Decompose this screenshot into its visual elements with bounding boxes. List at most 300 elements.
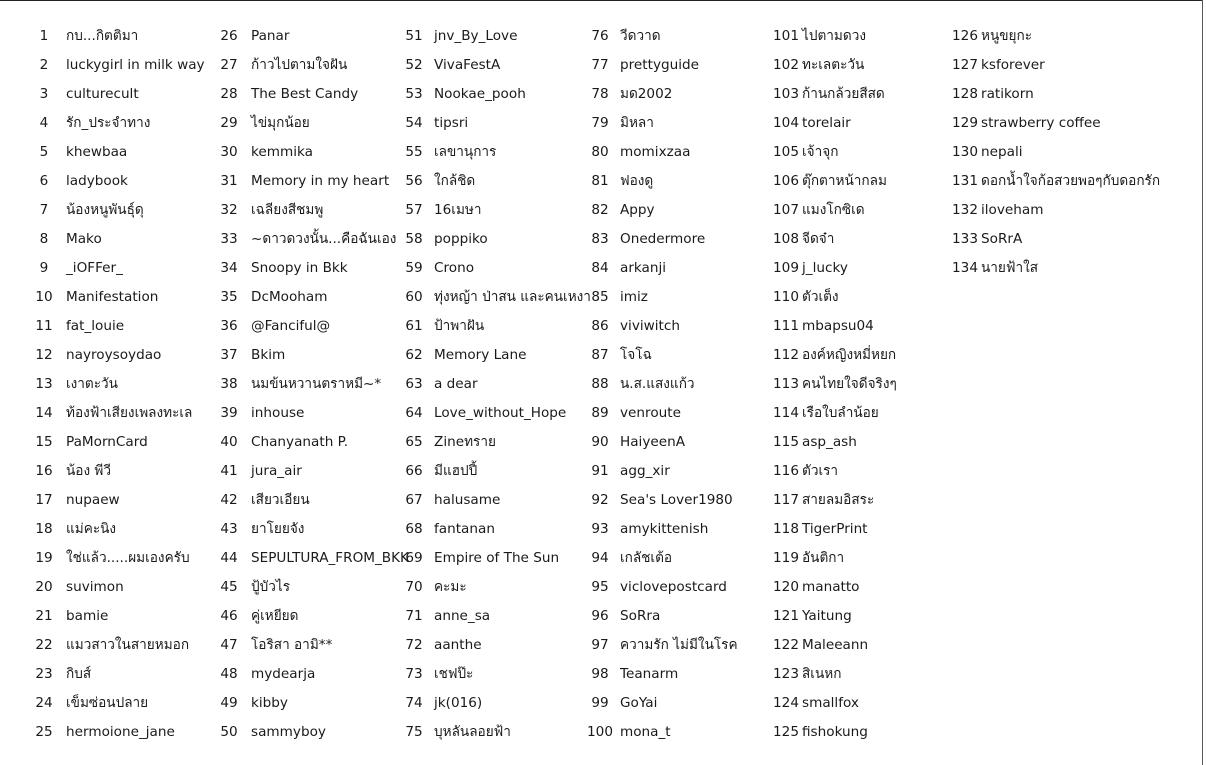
item-name: luckygirl in milk way: [66, 57, 205, 73]
item-number: 97: [591, 637, 609, 653]
item-name: อันติกา: [802, 550, 845, 566]
list-item: [402, 486, 586, 515]
item-name: เกลัชเต้อ: [620, 550, 673, 566]
item-name: TigerPrint: [802, 521, 868, 537]
item-name: เฉลียงสีชมพู: [251, 202, 324, 218]
item-number: 133: [952, 231, 978, 247]
item-number: 55: [405, 144, 423, 160]
item-number: 66: [405, 463, 423, 479]
item-number: 1: [39, 28, 49, 44]
item-name: เลขานุการ: [434, 144, 497, 160]
item-number: 8: [39, 231, 49, 247]
item-number: 123: [773, 666, 799, 682]
item-name: ตัวเต็ง: [802, 289, 839, 305]
item-number: 67: [405, 492, 423, 508]
list-item: [770, 254, 949, 283]
list-item: [949, 51, 1199, 80]
list-item: [586, 341, 770, 370]
item-number: 125: [773, 724, 799, 740]
list-item: [402, 341, 586, 370]
item-name: Crono: [434, 260, 475, 276]
item-number: 5: [39, 144, 49, 160]
list-item: [770, 399, 949, 428]
list-item: [770, 660, 949, 689]
item-name: บุหลันลอยฟ้า: [434, 724, 511, 740]
item-name: ฟองดู: [620, 173, 654, 189]
list-item: [217, 718, 402, 747]
item-number: 96: [591, 608, 609, 624]
item-name: ใช่แล้ว.....ผมเองครับ: [66, 550, 190, 566]
list-item: [217, 428, 402, 457]
list-item: [770, 428, 949, 457]
list-item: [402, 138, 586, 167]
item-name: เงาตะวัน: [66, 376, 118, 392]
item-name: fat_louie: [66, 318, 125, 334]
item-name: วีดวาด: [620, 28, 661, 44]
item-name: หนูขยุกะ: [981, 28, 1033, 44]
list-item: [32, 138, 217, 167]
item-name: ป้าพาฝัน: [434, 318, 485, 334]
item-name: กิบส์: [66, 666, 92, 682]
item-name: คะมะ: [434, 579, 467, 595]
item-name: SEPULTURA_FROM_BKK: [251, 550, 409, 566]
item-name: asp_ash: [802, 434, 857, 450]
item-name: Onedermore: [620, 231, 706, 247]
item-name: องค์หญิงหมี่หยก: [802, 347, 897, 363]
item-name: เสียวเอียน: [251, 492, 310, 508]
list-item: [770, 80, 949, 109]
item-number: 16: [35, 463, 53, 479]
item-number: 61: [405, 318, 423, 334]
name-list: [0, 22, 1203, 762]
item-number: 109: [773, 260, 799, 276]
list-item: [217, 22, 402, 51]
list-item: [217, 631, 402, 660]
list-item: [402, 312, 586, 341]
list-item: [770, 689, 949, 718]
item-number: 98: [591, 666, 609, 682]
list-item: [402, 283, 591, 312]
item-name: ใกล้ชิด: [434, 173, 476, 189]
list-item: [586, 631, 770, 660]
list-item: [586, 109, 770, 138]
list-item: [402, 109, 586, 138]
item-name: DcMooham: [251, 289, 328, 305]
item-number: 131: [952, 173, 978, 189]
item-name: smallfox: [802, 695, 859, 711]
list-item: [770, 341, 949, 370]
list-item: [586, 660, 770, 689]
top-border: [0, 0, 1203, 1]
item-number: 43: [220, 521, 238, 537]
item-number: 63: [405, 376, 423, 392]
item-name: mydearja: [251, 666, 316, 682]
list-item: [770, 631, 949, 660]
item-number: 70: [405, 579, 423, 595]
list-item: [32, 631, 217, 660]
item-number: 132: [952, 202, 978, 218]
list-item: [217, 457, 402, 486]
item-number: 87: [591, 347, 609, 363]
item-number: 103: [773, 86, 799, 102]
item-number: 20: [35, 579, 53, 595]
item-number: 112: [773, 347, 799, 363]
list-item: [217, 283, 402, 312]
list-item: [32, 544, 217, 573]
item-number: 115: [773, 434, 799, 450]
list-item: [586, 312, 770, 341]
list-item: [32, 283, 217, 312]
item-name: amykittenish: [620, 521, 709, 537]
item-number: 95: [591, 579, 609, 595]
list-item: [586, 573, 770, 602]
list-item: [217, 515, 402, 544]
item-name: culturecult: [66, 86, 139, 102]
item-name: tipsri: [434, 115, 469, 131]
item-number: 102: [773, 57, 799, 73]
list-item: [770, 370, 949, 399]
list-item: [949, 225, 1199, 254]
list-item: [586, 689, 770, 718]
item-name: torelair: [802, 115, 851, 131]
item-number: 52: [405, 57, 423, 73]
list-item: [217, 689, 402, 718]
item-name: halusame: [434, 492, 501, 508]
item-name: a dear: [434, 376, 478, 392]
list-item: [770, 109, 949, 138]
list-item: [32, 718, 217, 747]
item-name: ตุ๊กตาหน้ากลม: [802, 173, 887, 189]
list-item: [32, 573, 217, 602]
item-name: คนไทยใจดีจริงๆ: [802, 376, 897, 392]
list-item: [586, 515, 770, 544]
item-name: แมงโกซิเด: [802, 202, 865, 218]
item-name: รัก_ประจำทาง: [66, 115, 151, 131]
list-item: [402, 515, 586, 544]
list-item: [586, 80, 770, 109]
item-name: ทะเลตะวัน: [802, 57, 865, 73]
item-name: GoYai: [620, 695, 658, 711]
list-item: [949, 254, 1199, 283]
item-number: 127: [952, 57, 978, 73]
item-number: 4: [39, 115, 49, 131]
list-item: [402, 399, 586, 428]
item-number: 45: [220, 579, 238, 595]
item-name: Bkim: [251, 347, 286, 363]
item-name: bamie: [66, 608, 109, 624]
item-name: Maleeann: [802, 637, 869, 653]
list-item: [217, 602, 402, 631]
item-name: Mako: [66, 231, 102, 247]
list-item: [217, 167, 402, 196]
item-name: ปู้บัวไร: [251, 579, 291, 595]
list-item: [402, 370, 586, 399]
list-item: [402, 22, 586, 51]
item-number: 44: [220, 550, 238, 566]
list-item: [770, 718, 949, 747]
item-number: 128: [952, 86, 978, 102]
item-name: Manifestation: [66, 289, 159, 305]
list-column-5: [770, 22, 949, 747]
item-name: นายฟ้าใส: [981, 260, 1039, 276]
list-item: [770, 138, 949, 167]
item-number: 76: [591, 28, 609, 44]
item-name: Teanarm: [620, 666, 679, 682]
item-number: 73: [405, 666, 423, 682]
item-name: แมวสาวในสายหมอก: [66, 637, 190, 653]
list-item: [402, 689, 586, 718]
item-name: arkanji: [620, 260, 667, 276]
item-number: 64: [405, 405, 423, 421]
item-number: 106: [773, 173, 799, 189]
list-column-4: [586, 22, 770, 747]
item-name: nepali: [981, 144, 1023, 160]
list-item: [586, 225, 770, 254]
item-name: ท้องฟ้าเสียงเพลงทะเล: [66, 405, 193, 421]
item-name: hermoione_jane: [66, 724, 175, 740]
list-item: [402, 80, 586, 109]
list-item: [402, 51, 586, 80]
item-name: ไปตามดวง: [802, 28, 866, 44]
list-item: [770, 22, 949, 51]
list-item: [586, 283, 770, 312]
list-item: [770, 544, 949, 573]
item-number: 29: [220, 115, 238, 131]
item-name: viviwitch: [620, 318, 680, 334]
item-number: 104: [773, 115, 799, 131]
item-name: Memory Lane: [434, 347, 527, 363]
list-item: [586, 457, 770, 486]
list-item: [32, 399, 217, 428]
item-number: 51: [405, 28, 423, 44]
list-item: [32, 22, 217, 51]
item-number: 80: [591, 144, 609, 160]
item-number: 79: [591, 115, 609, 131]
item-number: 82: [591, 202, 609, 218]
item-number: 19: [35, 550, 53, 566]
item-name: Sea's Lover1980: [620, 492, 733, 508]
list-column-1: [32, 22, 217, 747]
item-number: 65: [405, 434, 423, 450]
item-number: 69: [405, 550, 423, 566]
list-item: [32, 515, 217, 544]
list-item: [402, 254, 586, 283]
item-number: 54: [405, 115, 423, 131]
item-name: Chanyanath P.: [251, 434, 349, 450]
item-number: 18: [35, 521, 53, 537]
item-number: 130: [952, 144, 978, 160]
item-number: 85: [591, 289, 609, 305]
item-name: manatto: [802, 579, 860, 595]
list-item: [770, 196, 949, 225]
item-name: เข็มซ่อนปลาย: [66, 695, 149, 711]
list-item: [32, 486, 217, 515]
item-name: poppiko: [434, 231, 488, 247]
list-item: [32, 370, 217, 399]
item-name: Panar: [251, 28, 290, 44]
item-name: fantanan: [434, 521, 495, 537]
item-number: 57: [405, 202, 423, 218]
item-number: 122: [773, 637, 799, 653]
list-item: [32, 312, 217, 341]
item-number: 27: [220, 57, 238, 73]
list-item: [586, 428, 770, 457]
list-item: [402, 573, 586, 602]
list-item: [32, 254, 217, 283]
item-name: j_lucky: [802, 260, 848, 276]
item-number: 49: [220, 695, 238, 711]
item-number: 120: [773, 579, 799, 595]
item-name: โอริสา อามิ**: [251, 637, 333, 653]
item-name: น้อง พีวี: [66, 463, 112, 479]
list-item: [217, 254, 402, 283]
item-number: 108: [773, 231, 799, 247]
item-number: 22: [35, 637, 53, 653]
item-number: 91: [591, 463, 609, 479]
list-item: [586, 138, 770, 167]
list-item: [217, 544, 409, 573]
item-name: momixzaa: [620, 144, 691, 160]
list-item: [217, 109, 402, 138]
item-number: 7: [39, 202, 49, 218]
item-name: Love_without_Hope: [434, 405, 567, 421]
list-item: [217, 370, 402, 399]
item-number: 124: [773, 695, 799, 711]
item-number: 83: [591, 231, 609, 247]
item-number: 110: [773, 289, 799, 305]
list-item: [402, 631, 586, 660]
item-name: นมข้นหวานตราหมี~*: [251, 376, 382, 392]
list-item: [217, 312, 402, 341]
list-item: [949, 167, 1199, 196]
item-number: 40: [220, 434, 238, 450]
item-name: มด2002: [620, 86, 673, 102]
list-item: [32, 109, 217, 138]
list-item: [586, 22, 770, 51]
item-name: Zineทราย: [434, 434, 496, 450]
item-name: PaMornCard: [66, 434, 148, 450]
list-item: [949, 138, 1199, 167]
item-name: kibby: [251, 695, 288, 711]
item-number: 11: [35, 318, 53, 334]
item-number: 74: [405, 695, 423, 711]
list-item: [32, 196, 217, 225]
list-item: [217, 225, 402, 254]
item-name: สิเนหก: [802, 666, 842, 682]
item-name: nupaew: [66, 492, 120, 508]
list-item: [402, 660, 586, 689]
item-number: 26: [220, 28, 238, 44]
item-number: 6: [39, 173, 49, 189]
item-number: 68: [405, 521, 423, 537]
item-number: 2: [39, 57, 49, 73]
list-item: [586, 718, 770, 747]
item-number: 105: [773, 144, 799, 160]
item-number: 114: [773, 405, 799, 421]
item-name: aanthe: [434, 637, 482, 653]
list-item: [217, 486, 402, 515]
item-name: ksforever: [981, 57, 1045, 73]
item-name: nayroysoydao: [66, 347, 162, 363]
item-number: 100: [587, 724, 613, 740]
item-name: ทุ่งหญ้า ป่าสน และคนเหงา: [434, 289, 591, 305]
item-name: ~ดาวดวงนั้น...คือฉันเอง: [251, 231, 397, 247]
list-item: [949, 109, 1199, 138]
list-item: [402, 718, 586, 747]
item-name: น.ส.แสงแก้ว: [620, 376, 695, 392]
item-number: 53: [405, 86, 423, 102]
item-number: 47: [220, 637, 238, 653]
list-column-2: [217, 22, 409, 747]
item-number: 75: [405, 724, 423, 740]
item-number: 92: [591, 492, 609, 508]
list-item: [32, 167, 217, 196]
item-number: 99: [591, 695, 609, 711]
item-name: ยาโยยจัง: [251, 521, 305, 537]
list-item: [586, 167, 770, 196]
list-item: [586, 254, 770, 283]
item-number: 62: [405, 347, 423, 363]
item-name: SoRrA: [981, 231, 1023, 247]
item-name: ratikorn: [981, 86, 1034, 102]
list-item: [770, 573, 949, 602]
item-name: Empire of The Sun: [434, 550, 560, 566]
item-number: 50: [220, 724, 238, 740]
item-number: 101: [773, 28, 799, 44]
list-item: [217, 51, 402, 80]
item-name: suvimon: [66, 579, 124, 595]
item-number: 31: [220, 173, 238, 189]
item-number: 23: [35, 666, 53, 682]
item-name: _iOFFer_: [66, 260, 123, 276]
item-number: 24: [35, 695, 53, 711]
item-number: 58: [405, 231, 423, 247]
list-item: [32, 602, 217, 631]
item-name: โจโฉ: [620, 347, 652, 363]
item-number: 72: [405, 637, 423, 653]
item-number: 126: [952, 28, 978, 44]
item-name: ก้านกล้วยสีสด: [802, 86, 885, 102]
item-number: 78: [591, 86, 609, 102]
item-number: 81: [591, 173, 609, 189]
item-name: แม่คะนิง: [66, 521, 117, 537]
list-item: [402, 602, 586, 631]
list-item: [32, 660, 217, 689]
list-item: [32, 80, 217, 109]
list-item: [770, 312, 949, 341]
list-item: [217, 138, 402, 167]
item-name: HaiyeenA: [620, 434, 686, 450]
item-number: 35: [220, 289, 238, 305]
item-name: imiz: [620, 289, 648, 305]
item-name: khewbaa: [66, 144, 128, 160]
item-number: 46: [220, 608, 238, 624]
list-item: [770, 167, 949, 196]
item-name: เชฟป๊ะ: [434, 666, 474, 682]
item-name: sammyboy: [251, 724, 326, 740]
item-number: 10: [35, 289, 53, 305]
item-number: 32: [220, 202, 238, 218]
list-item: [217, 573, 402, 602]
item-number: 42: [220, 492, 238, 508]
list-column-6: [949, 22, 1199, 283]
item-number: 71: [405, 608, 423, 624]
item-name: Snoopy in Bkk: [251, 260, 348, 276]
item-name: เจ้าจุก: [802, 144, 839, 160]
list-item: [949, 22, 1199, 51]
item-name: anne_sa: [434, 608, 491, 624]
list-item: [402, 167, 586, 196]
